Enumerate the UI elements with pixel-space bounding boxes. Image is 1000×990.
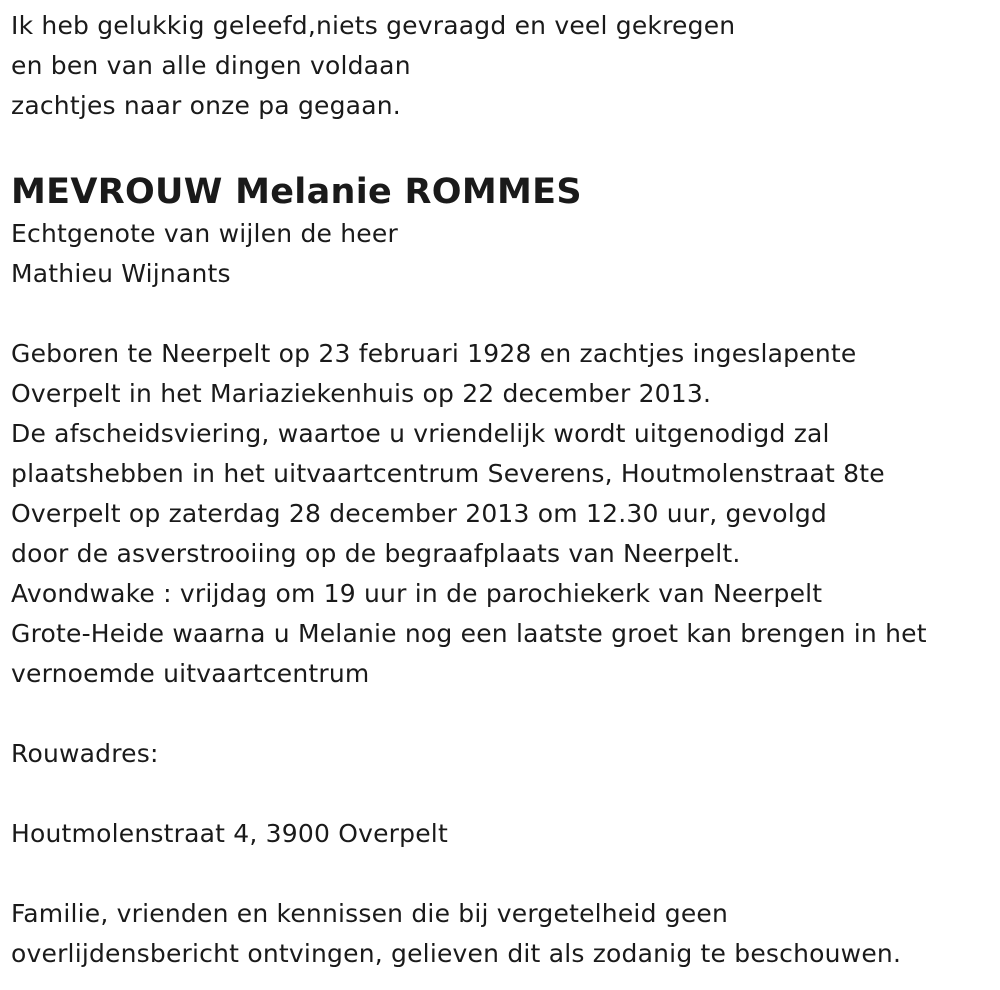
details-line: door de asverstrooiing op de begraafplaats van Neerpelt. [11, 539, 741, 568]
opening-verse [11, 6, 991, 126]
address-label: Rouwadres: [11, 739, 159, 768]
address-value: Houtmolenstraat 4, 3900 Overpelt [11, 819, 448, 848]
verse-line: Ik heb gelukkig geleefd,niets gevraagd en veel gekregen [11, 11, 736, 40]
spacer [11, 294, 991, 334]
details-line: Avondwake : vrijdag om 19 uur in de parochiekerk van Neerpelt [11, 579, 823, 608]
details-line: Overpelt op zaterdag 28 december 2013 om 12.30 uur, gevolgd [11, 499, 827, 528]
spacer [11, 694, 991, 734]
closing-line: overlijdensbericht ontvingen, gelieven dit als zodanig te beschouwen. [11, 939, 902, 968]
verse-line: en ben van alle dingen voldaan [11, 51, 411, 80]
spouse-name: Mathieu Wijnants [11, 259, 231, 288]
details-line: Overpelt in het Mariaziekenhuis op 22 december 2013. [11, 379, 712, 408]
closing-note [11, 894, 991, 974]
details-line: vernoemde uitvaartcentrum [11, 659, 370, 688]
details-line: plaatshebben in het uitvaartcentrum Severens, Houtmolenstraat 8te [11, 459, 885, 488]
deceased-name: MEVROUW Melanie ROMMES [11, 172, 582, 212]
relation-line: Echtgenote van wijlen de heer [11, 219, 398, 248]
verse-line: zachtjes naar onze pa gegaan. [11, 91, 401, 120]
obituary-document [11, 0, 991, 974]
details-line: Geboren te Neerpelt op 23 februari 1928 en zachtjes ingeslapente [11, 339, 857, 368]
spacer [11, 774, 991, 814]
details-paragraph [11, 334, 991, 694]
closing-line: Familie, vrienden en kennissen die bij vergetelheid geen [11, 899, 729, 928]
spacer [11, 854, 991, 894]
details-line: Grote-Heide waarna u Melanie nog een laatste groet kan brengen in het [11, 619, 927, 648]
details-line: De afscheidsviering, waartoe u vriendelijk wordt uitgenodigd zal [11, 419, 830, 448]
